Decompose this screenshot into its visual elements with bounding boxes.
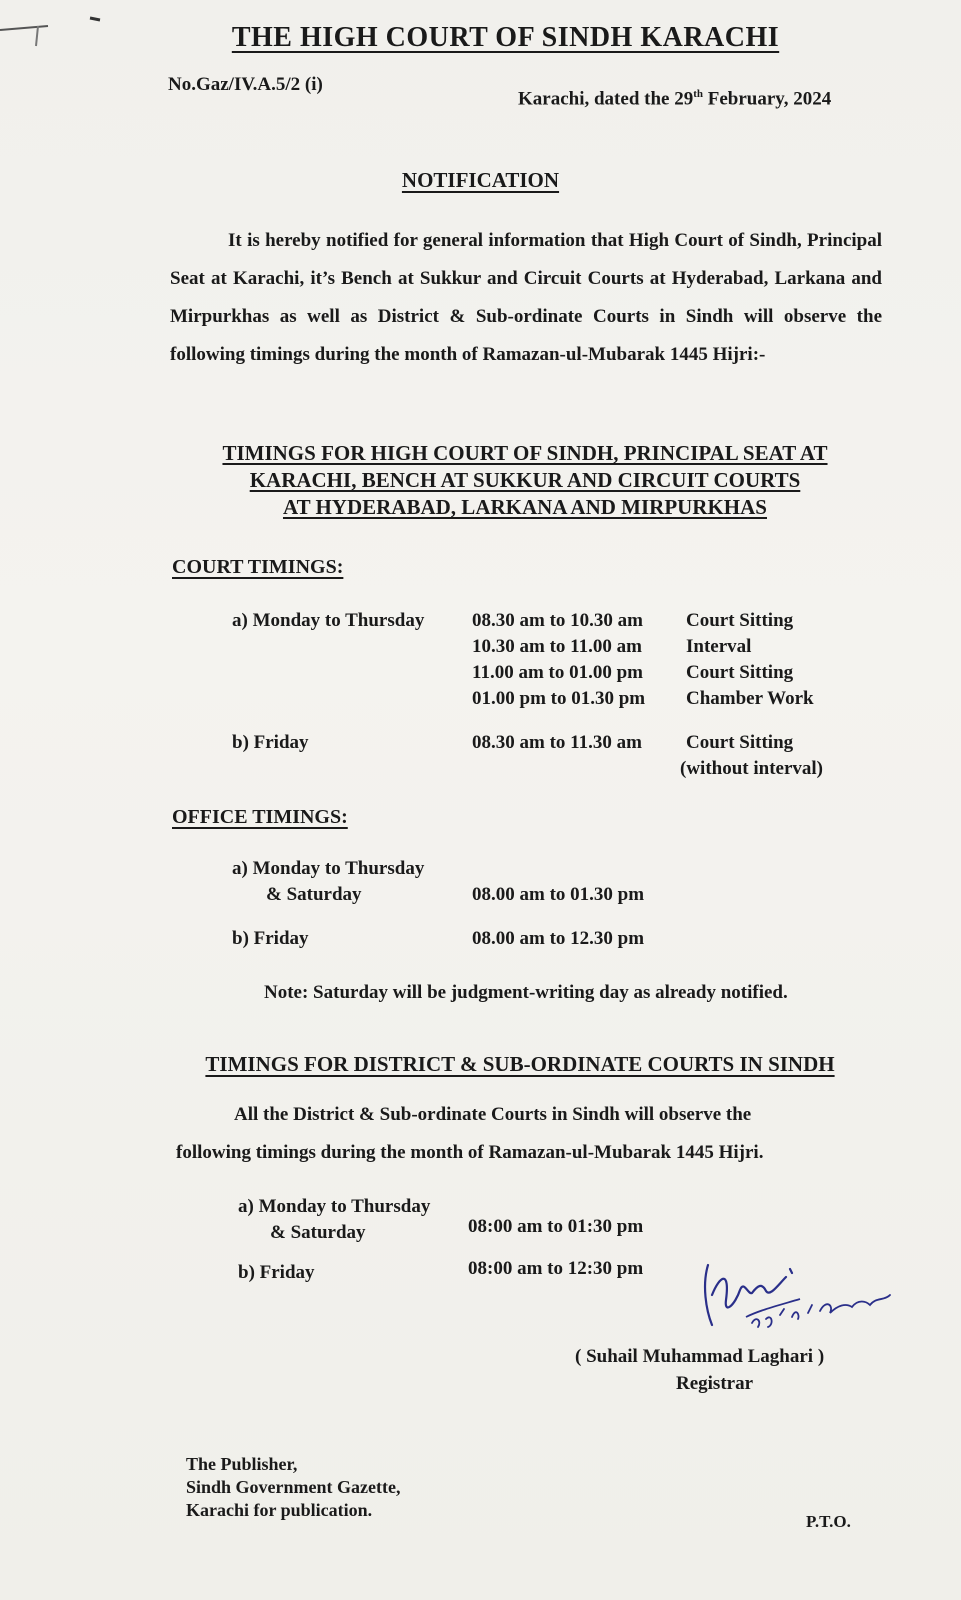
publisher-block (186, 1453, 400, 1522)
court-a-time-3: 11.00 am to 01.00 pm (472, 662, 643, 683)
district-b-time: 08:00 am to 12:30 pm (468, 1258, 644, 1279)
signatory-name: ( Suhail Muhammad Laghari ) (575, 1346, 825, 1367)
court-a-time-2: 10.30 am to 11.00 am (472, 636, 642, 657)
saturday-note: Note: Saturday will be judgment-writing day as already notified. (264, 982, 788, 1003)
court-title: THE HIGH COURT OF SINDH KARACHI (231, 22, 780, 53)
district-a-day-line1: a) Monday to Thursday (238, 1196, 431, 1217)
court-a-activity-4: Chamber Work (686, 688, 814, 709)
publisher-line: Karachi for publication. (186, 1500, 373, 1520)
office-b-day: b) Friday (232, 928, 309, 949)
notification-heading: NOTIFICATION (401, 168, 560, 192)
court-a-day: a) Monday to Thursday (232, 610, 425, 631)
publisher-line: Sindh Government Gazette, (186, 1477, 401, 1497)
signatory-designation: Registrar (676, 1373, 754, 1394)
district-timings-heading: TIMINGS FOR DISTRICT & SUB-ORDINATE COURTS IN SINDH (205, 1052, 835, 1076)
reference-number: No.Gaz/IV.A.5/2 (i) (168, 74, 323, 95)
office-a-day-line1: a) Monday to Thursday (232, 858, 425, 879)
dated-line: Karachi, dated the 29th February, 2024 (518, 88, 832, 110)
district-body-line1: All the District & Sub-ordinate Courts in Sindh will observe the (234, 1104, 752, 1125)
pto-marker: P.T.O. (806, 1512, 851, 1531)
publisher-line: The Publisher, (186, 1454, 298, 1474)
office-b-time: 08.00 am to 12.30 pm (472, 928, 645, 949)
court-a-activity-3: Court Sitting (686, 662, 794, 683)
court-a-time-1: 08.30 am to 10.30 am (472, 610, 643, 631)
office-a-day-line2: & Saturday (266, 884, 362, 905)
court-b-day: b) Friday (232, 732, 309, 753)
district-b-day: b) Friday (238, 1262, 315, 1283)
court-b-time: 08.30 am to 11.30 am (472, 732, 642, 753)
district-a-day-line2: & Saturday (270, 1222, 366, 1243)
office-a-time: 08.00 am to 01.30 pm (472, 884, 645, 905)
notification-body: It is hereby notified for general information that High Court of Sindh, Principal Seat at Karachi, it’s Bench at Sukkur and Circuit Courts at Hyderabad, Larkana and Mirpurkhas as well as District & Sub-ordinate Courts in Sindh will observe the following timings during the month of Ramazan-ul-Mubarak 1445 Hijri:- (170, 230, 882, 365)
court-b-activity-note: (without interval) (680, 758, 824, 779)
office-timings-label: OFFICE TIMINGS: (172, 806, 348, 828)
district-a-time: 08:00 am to 01:30 pm (468, 1216, 644, 1237)
high-court-timings-heading: TIMINGS FOR HIGH COURT OF SINDH, PRINCIPAL SEAT AT KARACHI, BENCH AT SUKKUR AND CIRCUIT COURTS AT HYDERABAD, LARKANA AND MIRPURKHAS (222, 441, 828, 519)
district-body-line2: following timings during the month of Ramazan-ul-Mubarak 1445 Hijri. (176, 1142, 764, 1163)
court-timings-label: COURT TIMINGS: (172, 556, 344, 578)
court-a-activity-1: Court Sitting (686, 610, 794, 631)
court-b-activity: Court Sitting (686, 732, 794, 753)
court-a-activity-2: Interval (686, 636, 752, 657)
handwritten-signature (700, 1255, 900, 1335)
court-a-time-4: 01.00 pm to 01.30 pm (472, 688, 646, 709)
